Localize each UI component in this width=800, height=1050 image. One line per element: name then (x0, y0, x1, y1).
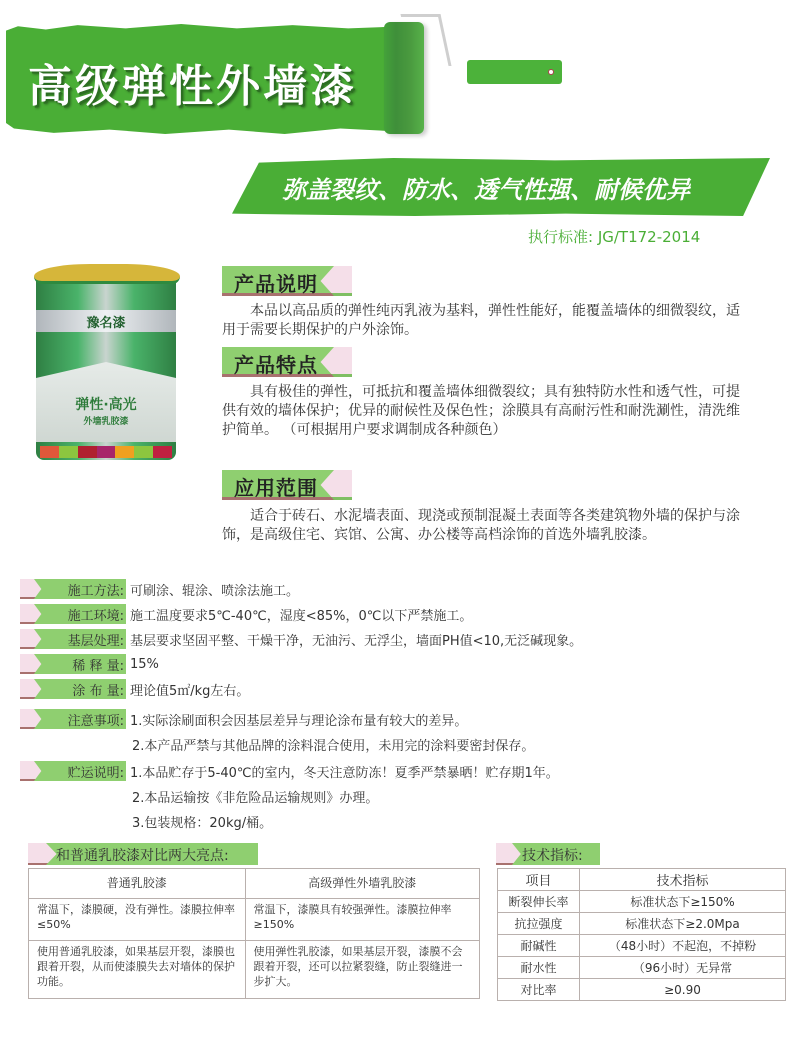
spec-value: 可刷涂、辊涂、喷涂法施工。 (130, 583, 300, 599)
spec-label: 施工环境: (67, 609, 124, 624)
can-color-stripes (40, 446, 172, 458)
spec-label: 注意事项: (67, 714, 124, 729)
product-image (30, 262, 182, 462)
table-row: 耐水性 （96小时）无异常 (498, 957, 786, 979)
tech-col-item: 项目 (498, 869, 580, 891)
spec-label-tag (20, 629, 126, 649)
color-stripe (59, 446, 78, 458)
color-stripe (97, 446, 116, 458)
spec-label: 施工方法: (67, 584, 124, 599)
table-row: 使用普通乳胶漆，如果基层开裂，漆膜也跟着开裂，从而使漆膜失去对墙体的保护功能。 使用弹性乳胶漆，如果基层开裂，漆膜不会跟着开裂，还可以拉紧裂缝，防止裂缝进一步扩大。 (29, 941, 480, 999)
section-heading-application: 应用范围 (222, 470, 352, 504)
comparison-col-normal: 普通乳胶漆 (29, 869, 246, 899)
color-stripe (40, 446, 59, 458)
can-lid (34, 264, 180, 284)
spec-row (20, 760, 559, 782)
section-heading-description: 产品说明 (222, 266, 352, 300)
can-type: 外墙乳胶漆 (83, 417, 129, 427)
spec-value: 2.本产品严禁与其他品牌的涂料混合使用，未用完的涂料要密封保存。 (132, 739, 535, 754)
spec-label: 基层处理: (67, 634, 124, 649)
spec-row (20, 653, 159, 675)
tech-table (497, 868, 786, 1001)
color-stripe (115, 446, 134, 458)
spec-value: 基层要求坚固平整、干燥干净，无油污、无浮尘，墙面PH值<10,无泛碱现象。 (130, 633, 583, 649)
spec-row (20, 708, 467, 730)
spec-label: 涂 布 量: (72, 684, 124, 699)
section-text-application: 适合于砖石、水泥墙表面、现浇或预制混凝土表面等各类建筑物外墙的保护与涂饰，是高级住宅、宾馆、公寓、办公楼等高档涂饰的首选外墙乳胶漆。 (222, 508, 740, 543)
spec-value: 理论值5㎡/kg左右。 (130, 683, 250, 699)
table-row: 常温下，漆膜硬，没有弹性。漆膜拉伸率≤50% 常温下，漆膜具有较强弹性。漆膜拉伸率≥150% (29, 899, 480, 941)
spec-label-tag (20, 679, 126, 699)
tech-heading: 技术指标: (496, 843, 600, 865)
page-title: 高级弹性外墙漆 (28, 61, 357, 112)
spec-value: 3.包装规格：20kg/桶。 (132, 816, 273, 831)
spec-label: 贮运说明: (67, 766, 124, 781)
spec-row (20, 578, 299, 600)
can-label-band (36, 310, 176, 332)
section-text-description: 本品以高品质的弹性纯丙乳液为基料，弹性性能好，能覆盖墙体的细微裂纹，适用于需要长期保护的户外涂饰。 (222, 303, 740, 338)
spec-value: 1.实际涂刷面积会因基层差异与理论涂布量有较大的差异。 (130, 713, 468, 729)
comparison-col-elastic: 高级弹性外墙乳胶漆 (245, 869, 479, 899)
spec-label-tag (20, 761, 126, 781)
table-row: 断裂伸长率 标准状态下≥150% (498, 891, 786, 913)
spec-label-tag (20, 709, 126, 729)
section-heading-features: 产品特点 (222, 347, 352, 381)
spec-label-tag (20, 579, 126, 599)
table-row: 对比率 ≥0.90 (498, 979, 786, 1001)
color-stripe (153, 446, 172, 458)
can-slogan: 弹性·高光 (75, 397, 137, 413)
comparison-heading: 和普通乳胶漆对比两大亮点: (28, 843, 258, 865)
standard-label: 执行标准: JG/T172-2014 (528, 228, 701, 246)
comparison-table (28, 868, 480, 999)
table-row: 耐碱性 （48小时）不起泡，不掉粉 (498, 935, 786, 957)
color-stripe (134, 446, 153, 458)
spec-label-tag (20, 604, 126, 624)
handle-hole (548, 69, 554, 75)
spec-row (20, 628, 582, 650)
spec-label-tag (20, 654, 126, 674)
spec-value: 2.本品运输按《非危险品运输规则》办理。 (132, 791, 379, 806)
tech-col-spec: 技术指标 (580, 869, 786, 891)
table-row: 抗拉强度 标准状态下≥2.0Mpa (498, 913, 786, 935)
paint-roller-handle (467, 60, 562, 84)
section-text-features: 具有极佳的弹性，可抵抗和覆盖墙体细微裂纹；具有独特防水性和透气性，可提供有效的墙体保护；优异的耐候性及保色性；涂膜具有高耐污性和耐洗涮性，清洗维护简单。 （可根据用户要求调制成各种颜色） (222, 384, 740, 438)
spec-row (20, 603, 472, 625)
color-stripe (78, 446, 97, 458)
spec-row (20, 678, 249, 700)
spec-value: 施工温度要求5℃-40℃，湿度<85%，0℃以下严禁施工。 (130, 608, 473, 624)
spec-label: 稀 释 量: (72, 659, 124, 674)
subtitle: 弥盖裂纹、防水、透气性强、耐候优异 (282, 175, 690, 204)
spec-value: 1.本品贮存于5-40℃的室内，冬天注意防冻！夏季严禁暴晒！贮存期1年。 (130, 765, 559, 781)
can-brand: 豫名漆 (86, 315, 126, 331)
spec-value: 15% (130, 656, 159, 672)
